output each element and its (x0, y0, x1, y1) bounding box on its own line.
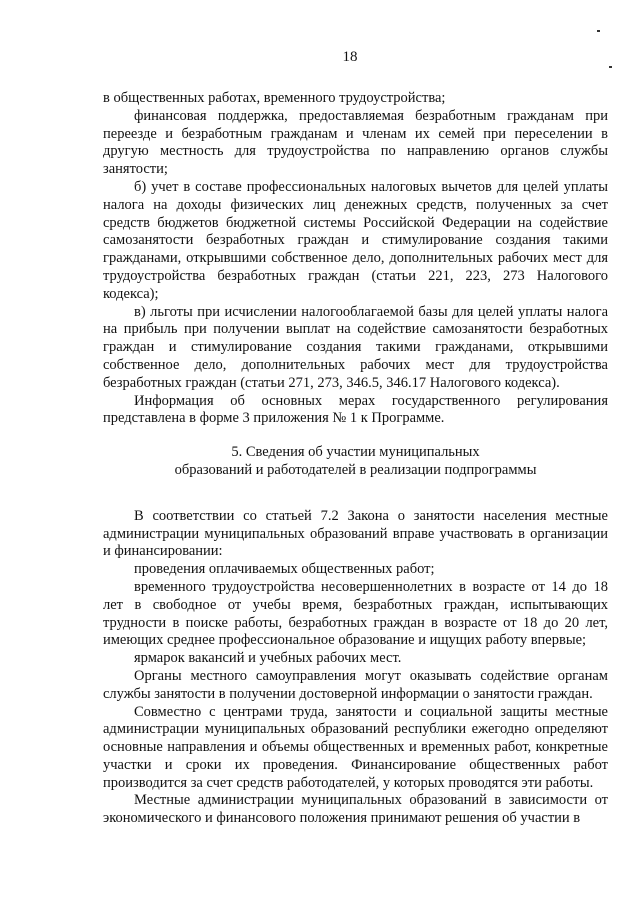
paragraph: проведения оплачиваемых общественных работ; (134, 561, 435, 578)
paragraph: временного трудоустройства несовершеннолетних в возрасте от 14 до 18 лет в свободное от учебы время, безработных граждан, испытывающих трудности в поиске работы, безработных граждан в возрасте от 18 до 20 лет, имеющих среднее профессиональное образование и ищущих работу впервые; (103, 578, 608, 649)
spacer (103, 480, 608, 508)
paragraph: В соответствии со статьей 7.2 Закона о занятости населения местные администрации муниципальных образований вправе участвовать в организации и финансировании: (103, 507, 608, 560)
paragraph: Местные администрации муниципальных образований в зависимости от экономического и финансового положения принимают решения об участии в (103, 792, 608, 827)
section-heading-line: 5. Сведения об участии муниципальных (231, 444, 480, 461)
page-number: 18 (342, 49, 358, 65)
paragraph: Совместно с центрами труда, занятости и социальной защиты местные администрации муниципальных образований республики ежегодно определяют основные направления и объемы общественных и временных работ, конкретные участки и сроки их проведения. Финансирование общественных работ производится за счет средств работодателей, у которых проводятся эти работы. (103, 703, 608, 791)
paragraph: ярмарок вакансий и учебных рабочих мест. (134, 650, 402, 667)
paragraph: Органы местного самоуправления могут оказывать содействие органам службы занятости в получении достоверной информации о занятости граждан. (103, 667, 608, 702)
paragraph: в общественных работах, временного трудоустройства; (103, 90, 446, 106)
paragraph: Информация об основных мерах государственного регулирования представлена в форме 3 приложения № 1 к Программе. (103, 392, 608, 427)
section-heading (103, 444, 608, 480)
document-body (103, 90, 608, 828)
paragraph: б) учет в составе профессиональных налоговых вычетов для целей уплаты налога на доходы физических лиц денежных средств, полученных за счет средств бюджетов бюджетной системы Российской Федерации на содействие самозанятости безработных граждан и стимулирование создания такими гражданами, открывшими собственное дело, дополнительных рабочих мест для трудоустройства безработных граждан (статьи 221, 223, 273 Налогового кодекса); (103, 178, 608, 302)
section-heading-line: образований и работодателей в реализации подпрограммы (174, 461, 537, 478)
paragraph: в) льготы при исчислении налогооблагаемой базы для целей уплаты налога на прибыль при получении выплат на содействие самозанятости безработных граждан и стимулирование создания такими гражданами, открывшими собственное дело, дополнительных рабочих мест для трудоустройства безработных граждан (статьи 271, 273, 346.5, 346.17 Налогового кодекса). (103, 303, 608, 391)
scan-speck (597, 30, 600, 32)
paragraph: финансовая поддержка, предоставляемая безработным гражданам при переезде и безработным гражданам и членам их семей при переселении в другую местность для трудоустройства по направлению органов службы занятости; (103, 107, 608, 178)
